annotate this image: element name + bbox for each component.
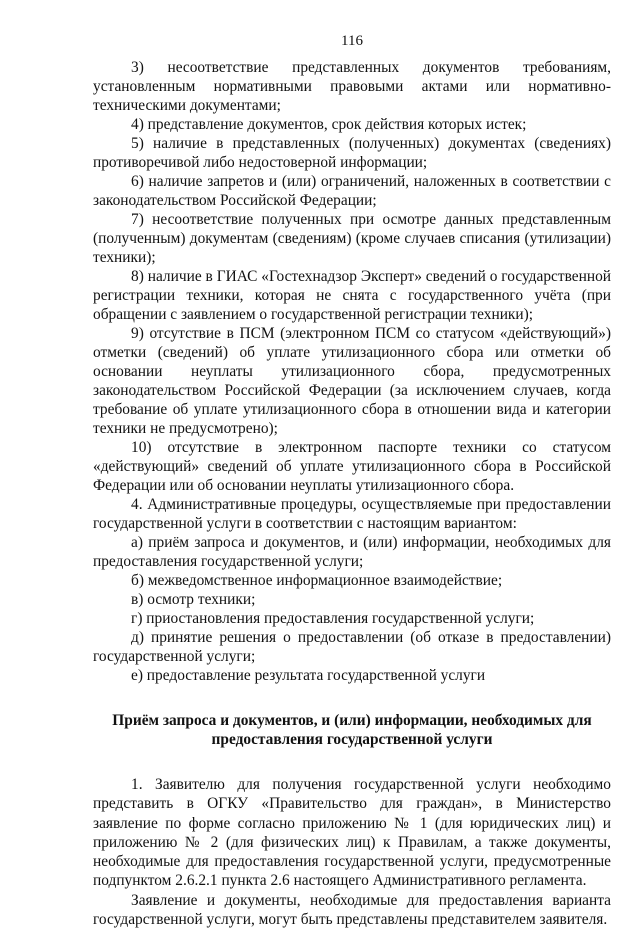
list-item-9: 9) отсутствие в ПСМ (электронном ПСМ со статусом «действующий») отметки (сведений) об уплате утилизационного сбора или отметки об основании неуплаты утилизационного сбора, предусмотренных законодательством Российской Федерации (за исключением случаев, когда требование об уплате утилизационного сбора в отношении вида и категории техники не предусмотрено); [93, 325, 611, 437]
list-item-3: 3) несоответствие представленных документов требованиям, установленным нормативными правовыми актами или нормативно-техническими документами; [93, 59, 611, 114]
list-item-10: 10) отсутствие в электронном паспорте техники со статусом «действующий» сведений об уплате утилизационного сбора в Российской Федерации или об основании неуплаты утилизационного сбора. [93, 439, 611, 494]
list-item-5: 5) наличие в представленных (полученных) документах (сведениях) противоречивой либо недостоверной информации; [93, 135, 611, 171]
procedure-item-e: е) предоставление результата государственной услуги [131, 667, 486, 684]
procedure-item-a: а) приём запроса и документов, и (или) информации, необходимых для предоставления государственной услуги; [93, 534, 611, 570]
procedures-intro: 4. Административные процедуры, осуществляемые при предоставлении государственной услуги в соответствии с настоящим вариантом: [93, 496, 611, 532]
procedure-item-d: д) принятие решения о предоставлении (об отказе в предоставлении) государственной услуги; [93, 629, 611, 665]
section-heading [93, 711, 611, 749]
list-item-8: 8) наличие в ГИАС «Гостехнадзор Эксперт» сведений о государственной регистрации техники, которая не снята с государственного учёта (при обращении с заявлением о государственной регистрации техники); [93, 268, 611, 323]
list-item-7: 7) несоответствие полученных при осмотре данных представленным (полученным) документам (сведениям) (кроме случаев списания (утилизации) техники); [93, 211, 611, 266]
section-paragraph-1: 1. Заявителю для получения государственной услуги необходимо представить в ОГКУ «Правительство для граждан», в Министерство заявление по форме согласно приложению № 1 (для юридических лиц) и приложению № 2 (для физических лиц) к Правилам, а также документы, необходимые для предоставления государственной услуги, предусмотренные подпунктом 2.6.2.1 пункта 2.6 настоящего Административного регламента. [93, 776, 611, 890]
procedures-list [93, 533, 611, 685]
procedure-item-v: в) осмотр техники; [131, 591, 256, 608]
page-number: 116 [341, 33, 363, 49]
section-paragraph-2: Заявление и документы, необходимые для предоставления варианта государственной услуги, могут быть представлены представителем заявителя. [93, 891, 611, 929]
section-heading-line-2: предоставления государственной услуги [211, 731, 493, 748]
grounds-list [93, 58, 611, 495]
list-item-6: 6) наличие запретов и (или) ограничений, наложенных в соответствии с законодательством Российской Федерации; [93, 173, 611, 209]
procedure-item-b: б) межведомственное информационное взаимодействие; [131, 572, 503, 589]
document-page [93, 32, 611, 929]
section-body [93, 775, 611, 929]
section-heading-line-1: Приём запроса и документов, и (или) информации, необходимых для [112, 712, 592, 729]
list-item-4: 4) представление документов, срок действия которых истек; [131, 116, 527, 133]
procedure-item-g: г) приостановления предоставления государственной услуги; [131, 610, 535, 627]
